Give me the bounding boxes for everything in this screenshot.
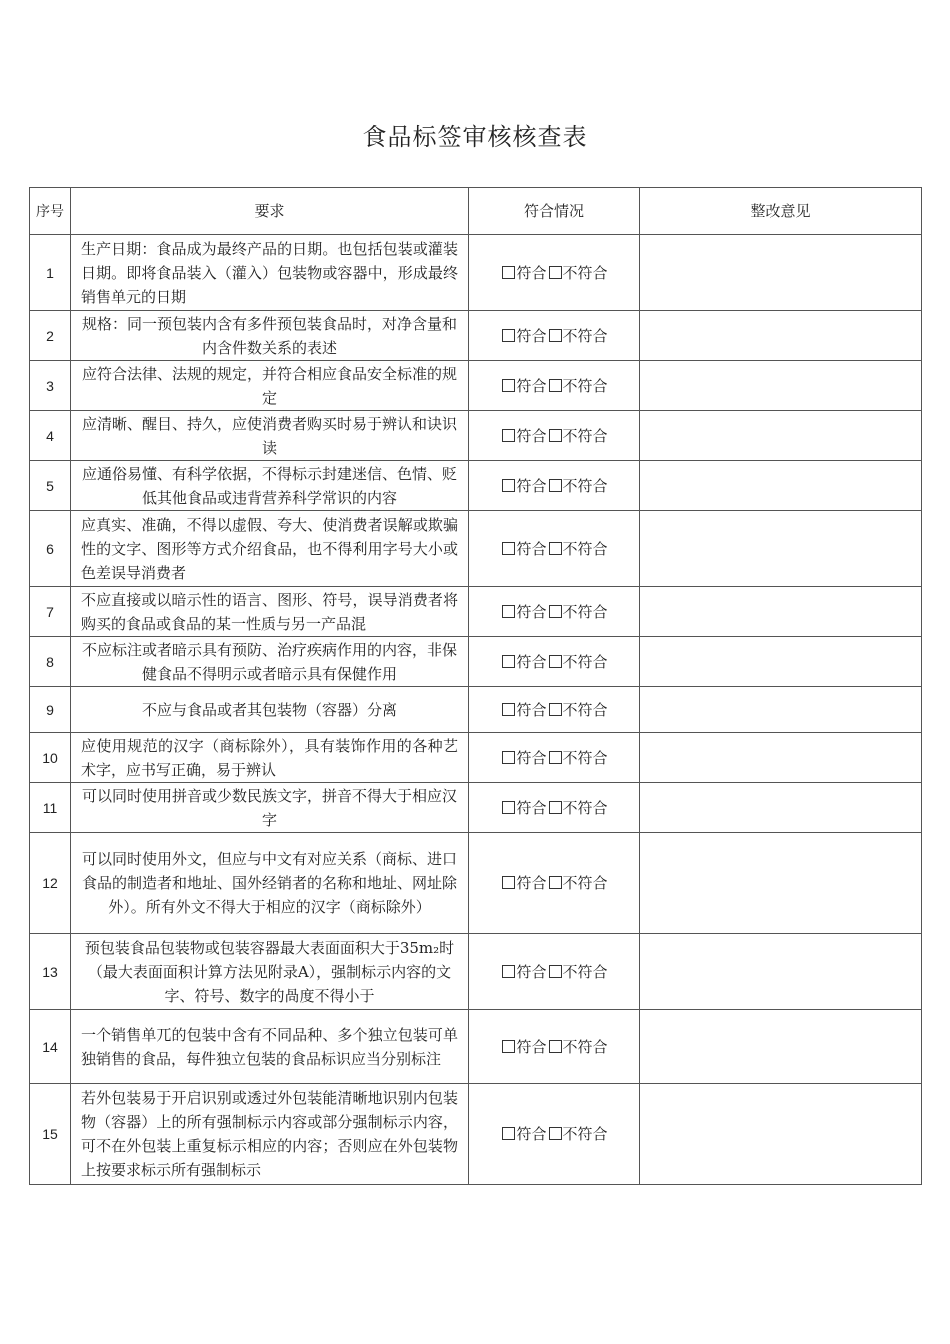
fail-label: 不符合 — [562, 602, 608, 621]
remarks-cell[interactable] — [640, 1084, 922, 1185]
pass-label: 符合 — [516, 874, 547, 892]
requirement-text: 可以同时使用拼音或少数民族文字，拼音不得大于相应汉字 — [71, 783, 469, 833]
table-row — [30, 733, 922, 783]
compliance-options — [469, 587, 640, 637]
fail-label: 不符合 — [562, 426, 608, 445]
table-row — [30, 361, 922, 411]
requirement-text: 可以同时使用外文，但应与中文有对应关系（商标、进口食品的制造者和地址、国外经销者的名称和地址、网址除外）。所有外文不得大于相应的汉字（商标除外） — [71, 833, 469, 934]
compliance-options — [469, 833, 640, 934]
fail-checkbox[interactable] — [549, 1040, 562, 1053]
compliance-options — [469, 934, 640, 1010]
pass-checkbox[interactable] — [502, 1040, 515, 1053]
pass-checkbox[interactable] — [502, 605, 515, 618]
table-row — [30, 1084, 922, 1185]
requirement-text: 应符合法律、法规的规定，并符合相应食品安全标准的规定 — [71, 361, 469, 411]
fail-label: 不符合 — [562, 1037, 608, 1056]
compliance-options — [469, 687, 640, 733]
page-title: 食品标签审核核查表 — [362, 123, 588, 151]
fail-label: 不符合 — [562, 1125, 608, 1143]
fail-label: 不符合 — [562, 700, 608, 719]
pass-checkbox[interactable] — [502, 542, 515, 555]
fail-checkbox[interactable] — [549, 266, 562, 279]
compliance-options — [469, 411, 640, 461]
fail-checkbox[interactable] — [549, 876, 562, 889]
compliance-options — [469, 637, 640, 687]
compliance-options — [469, 1084, 640, 1185]
fail-label: 不符合 — [562, 798, 608, 817]
pass-label: 符合 — [516, 748, 547, 767]
requirement-text: 预包装食品包装物或包装容器最大表面面积大于35m₂时（最大表面面积计算方法见附录A），强制标示内容的文字、符号、数字的咼度不得小于 — [71, 934, 469, 1010]
fail-label: 不符合 — [562, 748, 608, 767]
table-row — [30, 511, 922, 587]
compliance-options — [469, 1010, 640, 1084]
pass-checkbox[interactable] — [502, 965, 515, 978]
requirement-text: 不应直接或以暗示性的语言、图形、符号，误导消费者将购买的食品或食品的某一性质与另一产品混 — [71, 587, 469, 637]
checklist-table — [29, 187, 922, 1185]
remarks-cell[interactable] — [640, 783, 922, 833]
fail-checkbox[interactable] — [549, 1127, 562, 1140]
pass-checkbox[interactable] — [502, 703, 515, 716]
table-row — [30, 411, 922, 461]
row-number: 2 — [30, 311, 71, 361]
pass-checkbox[interactable] — [502, 1127, 515, 1140]
fail-label: 不符合 — [562, 539, 608, 558]
requirement-text: 一个销售单兀的包装中含有不同品种、多个独立包装可单独销售的食品，每件独立包装的食品标识应当分别标注 — [71, 1010, 469, 1084]
requirement-text: 不应与食品或者其包装物（容器）分离 — [71, 687, 469, 733]
row-number: 3 — [30, 361, 71, 411]
pass-checkbox[interactable] — [502, 329, 515, 342]
fail-label: 不符合 — [562, 326, 608, 345]
pass-label: 符合 — [516, 652, 547, 671]
row-number: 10 — [30, 733, 71, 783]
fail-label: 不符合 — [562, 652, 608, 671]
pass-checkbox[interactable] — [502, 751, 515, 764]
table-row — [30, 637, 922, 687]
fail-label: 不符合 — [562, 376, 608, 395]
row-number: 14 — [30, 1010, 71, 1084]
pass-checkbox[interactable] — [502, 876, 515, 889]
pass-label: 符合 — [516, 798, 547, 817]
requirement-text: 生产日期：食品成为最终产品的日期。也包括包装或灌装日期。即将食品装入（灌入）包装物或容器中，形成最终销售单元的日期 — [71, 235, 469, 311]
pass-label: 符合 — [516, 426, 547, 445]
fail-checkbox[interactable] — [549, 329, 562, 342]
fail-checkbox[interactable] — [549, 542, 562, 555]
compliance-options — [469, 361, 640, 411]
pass-label: 符合 — [516, 602, 547, 621]
pass-label: 符合 — [516, 700, 547, 719]
compliance-options — [469, 511, 640, 587]
fail-label: 不符合 — [562, 962, 608, 981]
fail-checkbox[interactable] — [549, 655, 562, 668]
requirement-text: 应使用规范的汉字（商标除外），具有装饰作用的各种艺术字，应书写正确，易于辨认 — [71, 733, 469, 783]
requirement-text: 若外包装易于开启识别或透过外包装能清晰地识别内包装物（容器）上的所有强制标示内容或部分强制标示内容，可不在外包装上重复标示相应的内容；否则应在外包装物上按要求标示所有强制标示 — [71, 1084, 469, 1185]
compliance-options — [469, 461, 640, 511]
pass-label: 符合 — [516, 539, 547, 558]
table-row — [30, 687, 922, 733]
row-number: 7 — [30, 587, 71, 637]
header-remarks: 整改意见 — [640, 188, 922, 235]
remarks-cell[interactable] — [640, 733, 922, 783]
header-row — [30, 188, 922, 235]
row-number: 8 — [30, 637, 71, 687]
table-body — [30, 235, 922, 1185]
row-number: 12 — [30, 833, 71, 934]
remarks-cell[interactable] — [640, 637, 922, 687]
compliance-options — [469, 235, 640, 311]
compliance-options — [469, 783, 640, 833]
header-status: 符合情况 — [469, 188, 640, 235]
pass-checkbox[interactable] — [502, 801, 515, 814]
fail-checkbox[interactable] — [549, 703, 562, 716]
pass-label: 符合 — [516, 1125, 547, 1143]
requirement-text: 应清晰、醒目、持久，应使消费者购买时易于辨认和诀识读 — [71, 411, 469, 461]
remarks-cell[interactable] — [640, 361, 922, 411]
table-row — [30, 783, 922, 833]
pass-checkbox[interactable] — [502, 429, 515, 442]
pass-label: 符合 — [516, 476, 547, 495]
table-row — [30, 311, 922, 361]
table-row — [30, 235, 922, 311]
fail-label: 不符合 — [562, 263, 608, 282]
fail-checkbox[interactable] — [549, 379, 562, 392]
row-number: 6 — [30, 511, 71, 587]
header-requirement: 要求 — [71, 188, 469, 235]
pass-label: 符合 — [516, 326, 547, 345]
table-row — [30, 587, 922, 637]
fail-checkbox[interactable] — [549, 605, 562, 618]
table-row — [30, 934, 922, 1010]
pass-label: 符合 — [516, 376, 547, 395]
row-number: 15 — [30, 1084, 71, 1185]
fail-checkbox[interactable] — [549, 965, 562, 978]
row-number: 11 — [30, 783, 71, 833]
remarks-cell[interactable] — [640, 461, 922, 511]
row-number: 5 — [30, 461, 71, 511]
fail-checkbox[interactable] — [549, 751, 562, 764]
remarks-cell[interactable] — [640, 687, 922, 733]
table-row — [30, 1010, 922, 1084]
fail-checkbox[interactable] — [549, 801, 562, 814]
remarks-cell[interactable] — [640, 511, 922, 587]
pass-label: 符合 — [516, 962, 547, 981]
remarks-cell[interactable] — [640, 587, 922, 637]
remarks-cell[interactable] — [640, 311, 922, 361]
pass-label: 符合 — [516, 1037, 547, 1056]
pass-label: 符合 — [516, 263, 547, 282]
remarks-cell[interactable] — [640, 1010, 922, 1084]
remarks-cell[interactable] — [640, 411, 922, 461]
table-row — [30, 833, 922, 934]
pass-checkbox[interactable] — [502, 655, 515, 668]
row-number: 9 — [30, 687, 71, 733]
requirement-text: 应通俗易懂、有科学依据，不得标示封建迷信、色情、贬低其他食品或违背营养科学常识的内容 — [71, 461, 469, 511]
compliance-options — [469, 311, 640, 361]
compliance-options — [469, 733, 640, 783]
header-no: 序号 — [30, 188, 71, 235]
fail-checkbox[interactable] — [549, 479, 562, 492]
pass-checkbox[interactable] — [502, 379, 515, 392]
fail-checkbox[interactable] — [549, 429, 562, 442]
remarks-cell[interactable] — [640, 235, 922, 311]
row-number: 1 — [30, 235, 71, 311]
fail-label: 不符合 — [562, 476, 608, 495]
remarks-cell[interactable] — [640, 833, 922, 934]
pass-checkbox[interactable] — [502, 479, 515, 492]
row-number: 4 — [30, 411, 71, 461]
requirement-text: 应真实、准确，不得以虚假、夸大、使消费者误解或欺骗性的文字、图形等方式介绍食品，也不得利用字号大小或色差误导消费者 — [71, 511, 469, 587]
table-row — [30, 461, 922, 511]
remarks-cell[interactable] — [640, 934, 922, 1010]
row-number: 13 — [30, 934, 71, 1010]
requirement-text: 规格：同一预包装内含有多件预包装食品时，对净含量和内含件数关系的表述 — [71, 311, 469, 361]
pass-checkbox[interactable] — [502, 266, 515, 279]
fail-label: 不符合 — [562, 874, 608, 892]
requirement-text: 不应标注或者暗示具有预防、治疗疾病作用的内容，非保健食品不得明示或者暗示具有保健作用 — [71, 637, 469, 687]
